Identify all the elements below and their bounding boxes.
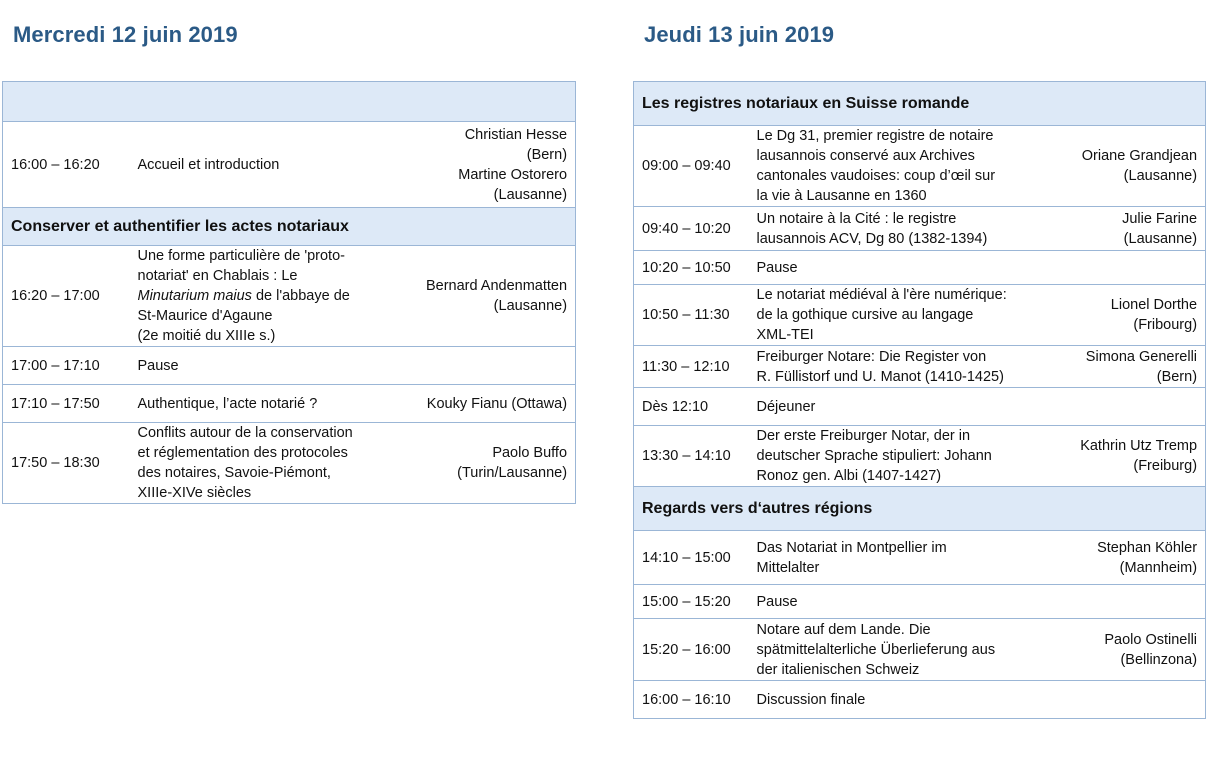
session-speaker xyxy=(1054,388,1206,426)
session-title-line: lausannois ACV, Dg 80 (1382-1394) xyxy=(756,230,988,247)
session-title xyxy=(749,251,1054,285)
session-time: 16:00 – 16:20 xyxy=(3,122,130,208)
session-speaker xyxy=(1054,619,1206,681)
session-time: 16:00 – 16:10 xyxy=(634,681,749,719)
section-header xyxy=(3,82,576,122)
session-title-line: Der erste Freiburger Notar, der in xyxy=(756,428,971,444)
session-speaker xyxy=(1054,426,1206,487)
session-title-line: Déjeuner xyxy=(756,398,816,415)
session-time: 10:50 – 11:30 xyxy=(634,285,749,346)
schedule-row xyxy=(634,346,1206,388)
section-title xyxy=(3,82,576,122)
speaker-line: (Bern) xyxy=(526,146,568,163)
session-title xyxy=(130,246,394,347)
session-title-line: Freiburger Notare: Die Register von xyxy=(756,348,987,365)
session-title xyxy=(749,585,1054,619)
session-title-line: Notare auf dem Lande. Die xyxy=(756,621,931,638)
session-title-line: cantonales vaudoises: coup d’œil sur xyxy=(756,168,996,184)
session-speaker xyxy=(394,122,576,208)
session-time: 09:40 – 10:20 xyxy=(634,207,749,251)
session-time: 09:00 – 09:40 xyxy=(634,126,749,207)
session-time: 15:20 – 16:00 xyxy=(634,619,749,681)
speaker-line: (Fribourg) xyxy=(1133,317,1198,333)
speaker-line: (Lausanne) xyxy=(493,186,568,203)
section-title: Les registres notariaux en Suisse romande xyxy=(634,82,1206,126)
speaker-line: Julie Farine xyxy=(1122,210,1198,227)
session-speaker xyxy=(394,347,576,385)
session-title-line: R. Füllistorf und U. Manot (1410-1425) xyxy=(756,368,1004,385)
session-speaker xyxy=(394,246,576,347)
speaker-line: (Mannheim) xyxy=(1119,559,1198,576)
section-header xyxy=(3,208,576,246)
speaker-line: Paolo Ostinelli xyxy=(1104,631,1198,648)
session-title-line: spätmittelalterliche Überlieferung aus xyxy=(756,641,996,658)
schedule-row xyxy=(634,426,1206,487)
day-heading-thursday: Jeudi 13 juin 2019 xyxy=(644,22,835,47)
schedule-row xyxy=(3,385,576,423)
schedule-row xyxy=(634,126,1206,207)
session-speaker xyxy=(1054,346,1206,388)
session-title-line: deutscher Sprache stipuliert: Johann xyxy=(756,448,992,464)
section-title: Regards vers d‘autres régions xyxy=(634,487,1206,531)
session-title-line: lausannois conservé aux Archives xyxy=(756,148,975,164)
session-time: 13:30 – 14:10 xyxy=(634,426,749,487)
session-title-line: Minutarium maius de l'abbaye de xyxy=(137,288,350,304)
schedule-table-wednesday xyxy=(2,81,576,504)
session-title xyxy=(749,426,1054,487)
session-title-line: Un notaire à la Cité : le registre xyxy=(756,210,957,227)
speaker-line: Christian Hesse xyxy=(464,126,568,143)
session-speaker xyxy=(1054,585,1206,619)
session-title xyxy=(130,385,394,423)
session-speaker xyxy=(1054,285,1206,346)
schedule-table-thursday xyxy=(633,81,1206,719)
session-title-line: Mittelalter xyxy=(756,559,820,576)
session-title-line: der italienischen Schweiz xyxy=(756,661,920,678)
session-title xyxy=(749,346,1054,388)
session-time: 11:30 – 12:10 xyxy=(634,346,749,388)
session-title-line: Pause xyxy=(137,357,179,374)
section-header xyxy=(634,82,1206,126)
session-title xyxy=(749,681,1054,719)
session-title-line: Le notariat médiéval à l'ère numérique: xyxy=(756,287,1007,303)
schedule-row xyxy=(3,347,576,385)
speaker-line: Paolo Buffo xyxy=(492,445,568,461)
session-title-line: des notaires, Savoie-Piémont, xyxy=(137,465,331,481)
session-title-line: Authentique, l’acte notarié ? xyxy=(137,395,318,412)
session-time: 17:10 – 17:50 xyxy=(3,385,130,423)
speaker-line: (Bellinzona) xyxy=(1120,651,1198,668)
speaker-line: (Freiburg) xyxy=(1133,458,1198,474)
session-speaker xyxy=(1054,207,1206,251)
section-title: Conserver et authentifier les actes notariaux xyxy=(3,208,576,246)
session-title xyxy=(749,619,1054,681)
schedule-row xyxy=(634,285,1206,346)
speaker-line: (Lausanne) xyxy=(1123,168,1198,184)
session-title-line: Pause xyxy=(756,259,798,276)
session-speaker xyxy=(394,385,576,423)
session-title xyxy=(749,285,1054,346)
speaker-line: Kathrin Utz Tremp xyxy=(1080,438,1198,454)
speaker-line: Lionel Dorthe xyxy=(1110,297,1198,313)
session-time: Dès 12:10 xyxy=(634,388,749,426)
session-speaker xyxy=(1054,681,1206,719)
session-title xyxy=(130,347,394,385)
speaker-line: Kouky Fianu (Ottawa) xyxy=(426,395,568,412)
schedule-row xyxy=(3,246,576,347)
session-title-line: Discussion finale xyxy=(756,691,866,708)
session-title-line: Das Notariat in Montpellier im xyxy=(756,539,947,556)
day-heading-wednesday: Mercredi 12 juin 2019 xyxy=(13,22,238,47)
schedule-row xyxy=(634,251,1206,285)
session-title-line: Accueil et introduction xyxy=(137,156,280,173)
speaker-line: Martine Ostorero xyxy=(458,166,568,183)
session-title-line: XML-TEI xyxy=(756,327,814,343)
session-time: 10:20 – 10:50 xyxy=(634,251,749,285)
session-title-line: St-Maurice d'Agaune xyxy=(137,308,273,324)
session-title-line: Conflits autour de la conservation xyxy=(137,425,353,441)
speaker-line: (Lausanne) xyxy=(493,298,568,314)
schedule-row xyxy=(3,122,576,208)
speaker-line: (Lausanne) xyxy=(1123,230,1198,247)
session-speaker xyxy=(1054,251,1206,285)
schedule-row xyxy=(634,207,1206,251)
session-speaker xyxy=(394,423,576,504)
section-header xyxy=(634,487,1206,531)
schedule-row xyxy=(3,423,576,504)
session-title-line: de la gothique cursive au langage xyxy=(756,307,974,323)
session-title-line: Pause xyxy=(756,593,798,610)
session-speaker xyxy=(1054,126,1206,207)
session-title-line: XIIIe-XIVe siècles xyxy=(137,485,252,501)
schedule-row xyxy=(634,388,1206,426)
session-title-line: Une forme particulière de 'proto- xyxy=(137,248,345,264)
schedule-row xyxy=(634,681,1206,719)
session-title-line: et réglementation des protocoles xyxy=(137,445,348,461)
speaker-line: Simona Generelli xyxy=(1085,348,1198,365)
session-title xyxy=(749,207,1054,251)
schedule-row xyxy=(634,531,1206,585)
session-time: 17:50 – 18:30 xyxy=(3,423,130,504)
session-title xyxy=(749,126,1054,207)
session-title-line: notariat' en Chablais : Le xyxy=(137,268,298,284)
speaker-line: Stephan Köhler xyxy=(1097,539,1198,556)
session-title-line: la vie à Lausanne en 1360 xyxy=(756,188,927,204)
session-time: 17:00 – 17:10 xyxy=(3,347,130,385)
session-title xyxy=(130,423,394,504)
speaker-line: (Turin/Lausanne) xyxy=(457,465,568,481)
session-title xyxy=(749,531,1054,585)
speaker-line: Oriane Grandjean xyxy=(1081,148,1198,164)
schedule-row xyxy=(634,619,1206,681)
session-title-line: Ronoz gen. Albi (1407-1427) xyxy=(756,468,942,484)
session-time: 16:20 – 17:00 xyxy=(3,246,130,347)
speaker-line: Bernard Andenmatten xyxy=(425,278,568,294)
session-title xyxy=(749,388,1054,426)
session-title-line: Le Dg 31, premier registre de notaire xyxy=(756,128,994,144)
speaker-line: (Bern) xyxy=(1156,368,1198,385)
session-title xyxy=(130,122,394,208)
session-time: 15:00 – 15:20 xyxy=(634,585,749,619)
session-speaker xyxy=(1054,531,1206,585)
schedule-row xyxy=(634,585,1206,619)
session-time: 14:10 – 15:00 xyxy=(634,531,749,585)
session-title-line: (2e moitié du XIIIe s.) xyxy=(137,328,276,344)
